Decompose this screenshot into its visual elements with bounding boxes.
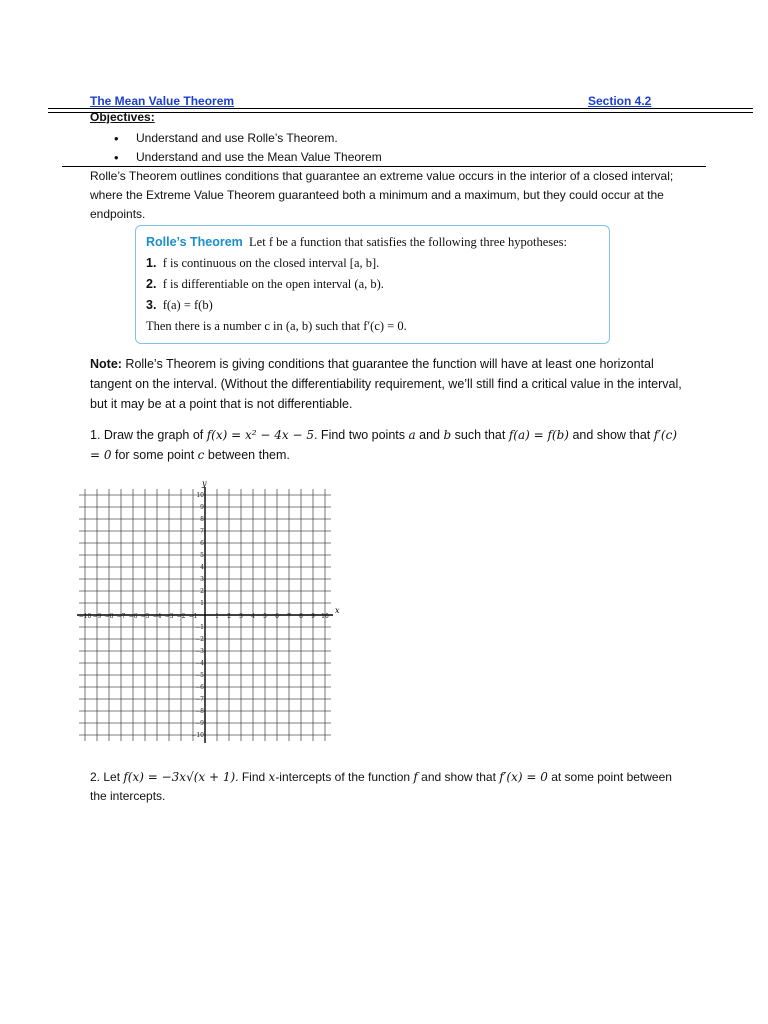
hypothesis-3 [146, 295, 599, 316]
q2-text: and show that [417, 770, 500, 784]
theorem-conclusion: Then there is a number c in (a, b) such that f′(c) = 0. [146, 319, 407, 333]
objective-item: • Understand and use Rolle’s Theorem. [114, 129, 382, 148]
y-tick-label: 10 [196, 492, 204, 499]
y-tick-label: 5 [200, 552, 204, 559]
x-tick-label: 8 [299, 613, 303, 620]
y-tick-label: −8 [195, 708, 204, 715]
section-number: Section 4.2 [588, 94, 652, 108]
y-tick-label: −5 [195, 672, 204, 679]
note-label: Note: [90, 357, 122, 371]
objectives-list [114, 129, 382, 167]
hypothesis-text: f(a) = f(b) [162, 298, 213, 312]
x-tick-label: 4 [251, 613, 255, 620]
coordinate-grid [80, 470, 340, 745]
header-rule-top [48, 108, 753, 109]
q1-var-c: c [197, 448, 205, 462]
x-tick-label: 1 [215, 613, 219, 620]
x-tick-label: 10 [321, 613, 329, 620]
q1-text: 1. Draw the graph of [90, 428, 207, 442]
x-tick-label: 5 [263, 613, 267, 620]
hypothesis-number: 3. [146, 298, 157, 312]
x-tick-label: −10 [78, 613, 92, 620]
q1-text: and show that [568, 428, 654, 442]
q2-text: 2. Let [90, 770, 124, 784]
y-tick-label: −9 [195, 720, 204, 727]
q2-function: f(x) = −3x√(x + 1) [123, 770, 236, 784]
q2-var-x: x [268, 770, 276, 784]
x-tick-label: 9 [311, 613, 315, 620]
y-tick-label: 7 [200, 528, 204, 535]
x-tick-label: 2 [227, 613, 231, 620]
x-tick-label: −9 [92, 613, 102, 620]
q1-text: between them. [204, 448, 290, 462]
objective-item: • Understand and use the Mean Value Theorem [114, 148, 382, 167]
q2-text: -intercepts of the function [275, 770, 414, 784]
q2-derivative: f′(x) = 0 [499, 770, 548, 784]
x-tick-label: −4 [152, 613, 162, 620]
q2-text: . Find [235, 770, 269, 784]
question-1 [90, 425, 690, 465]
rolles-theorem-box [135, 225, 610, 344]
hypothesis-2 [146, 274, 599, 295]
y-tick-label: 1 [200, 600, 204, 607]
hypothesis-number: 2. [146, 277, 157, 291]
q1-text: and [415, 428, 444, 442]
q2-var-f: f [413, 770, 418, 784]
theorem-title: Rolle’s Theorem [146, 235, 243, 249]
note-paragraph [90, 354, 690, 414]
hypothesis-number: 1. [146, 256, 157, 270]
x-tick-label: 6 [275, 613, 279, 620]
intro-paragraph: Rolle’s Theorem outlines conditions that guarantee an extreme value occurs in the interior of a closed interval; where the Extreme Value Theorem guaranteed both a minimum and a maximum, but they could occur at the endpoints. [90, 169, 674, 221]
theorem-lead: Let f be a function that satisfies the following three hypotheses: [249, 235, 568, 249]
q1-text: . Find two points [313, 428, 409, 442]
x-tick-label: −3 [164, 613, 174, 620]
x-tick-label: −8 [104, 613, 114, 620]
note-text: Rolle’s Theorem is giving conditions that guarantee the function will have at least one horizontal tangent on the interval. (Without the differentiability requirement, we’ll still find a critical value in the interval, but it may be at a point that is not differentiable. [90, 357, 682, 411]
y-tick-label: 9 [200, 504, 204, 511]
x-tick-label: 3 [239, 613, 243, 620]
q1-text: for some point [111, 448, 198, 462]
question-2 [90, 768, 690, 806]
q1-var-a: a [408, 428, 416, 442]
document-title: The Mean Value Theorem [90, 94, 235, 108]
x-tick-label: −7 [116, 613, 126, 620]
q1-equal-values: f(a) = f(b) [508, 428, 569, 442]
y-tick-label: 6 [200, 540, 204, 547]
theorem-lead-line [146, 232, 599, 253]
y-tick-label: −7 [195, 696, 204, 703]
x-axis-label: x [335, 606, 340, 615]
hypothesis-1 [146, 253, 599, 274]
y-tick-label: −3 [195, 648, 204, 655]
q1-var-b: b [443, 428, 452, 442]
hypothesis-text: f is continuous on the closed interval [a, b]. [162, 256, 380, 270]
q1-derivative: f′(c) = 0 [90, 428, 677, 462]
x-tick-label: −6 [128, 613, 138, 620]
y-tick-label: 8 [200, 516, 204, 523]
x-tick-label: −2 [176, 613, 186, 620]
q1-function: f(x) = x² − 4x − 5 [206, 428, 314, 442]
q2-text: at some point between the intercepts. [90, 770, 672, 803]
y-tick-label: −2 [195, 636, 204, 643]
x-tick-label: 7 [287, 613, 291, 620]
y-tick-label: 4 [200, 564, 204, 571]
y-tick-label: −6 [195, 684, 204, 691]
y-tick-label: −1 [195, 624, 204, 631]
y-axis-label: y [202, 479, 207, 488]
y-tick-label: −4 [195, 660, 204, 667]
x-tick-label: −5 [140, 613, 150, 620]
q1-text: such that [451, 428, 509, 442]
y-tick-label: 3 [200, 576, 204, 583]
x-tick-label: −1 [188, 613, 198, 620]
y-tick-label: −10 [191, 732, 204, 739]
hypothesis-text: f is differentiable on the open interval (a, b). [162, 277, 384, 291]
y-tick-label: 2 [200, 588, 204, 595]
objectives-heading: Objectives: [90, 110, 155, 124]
